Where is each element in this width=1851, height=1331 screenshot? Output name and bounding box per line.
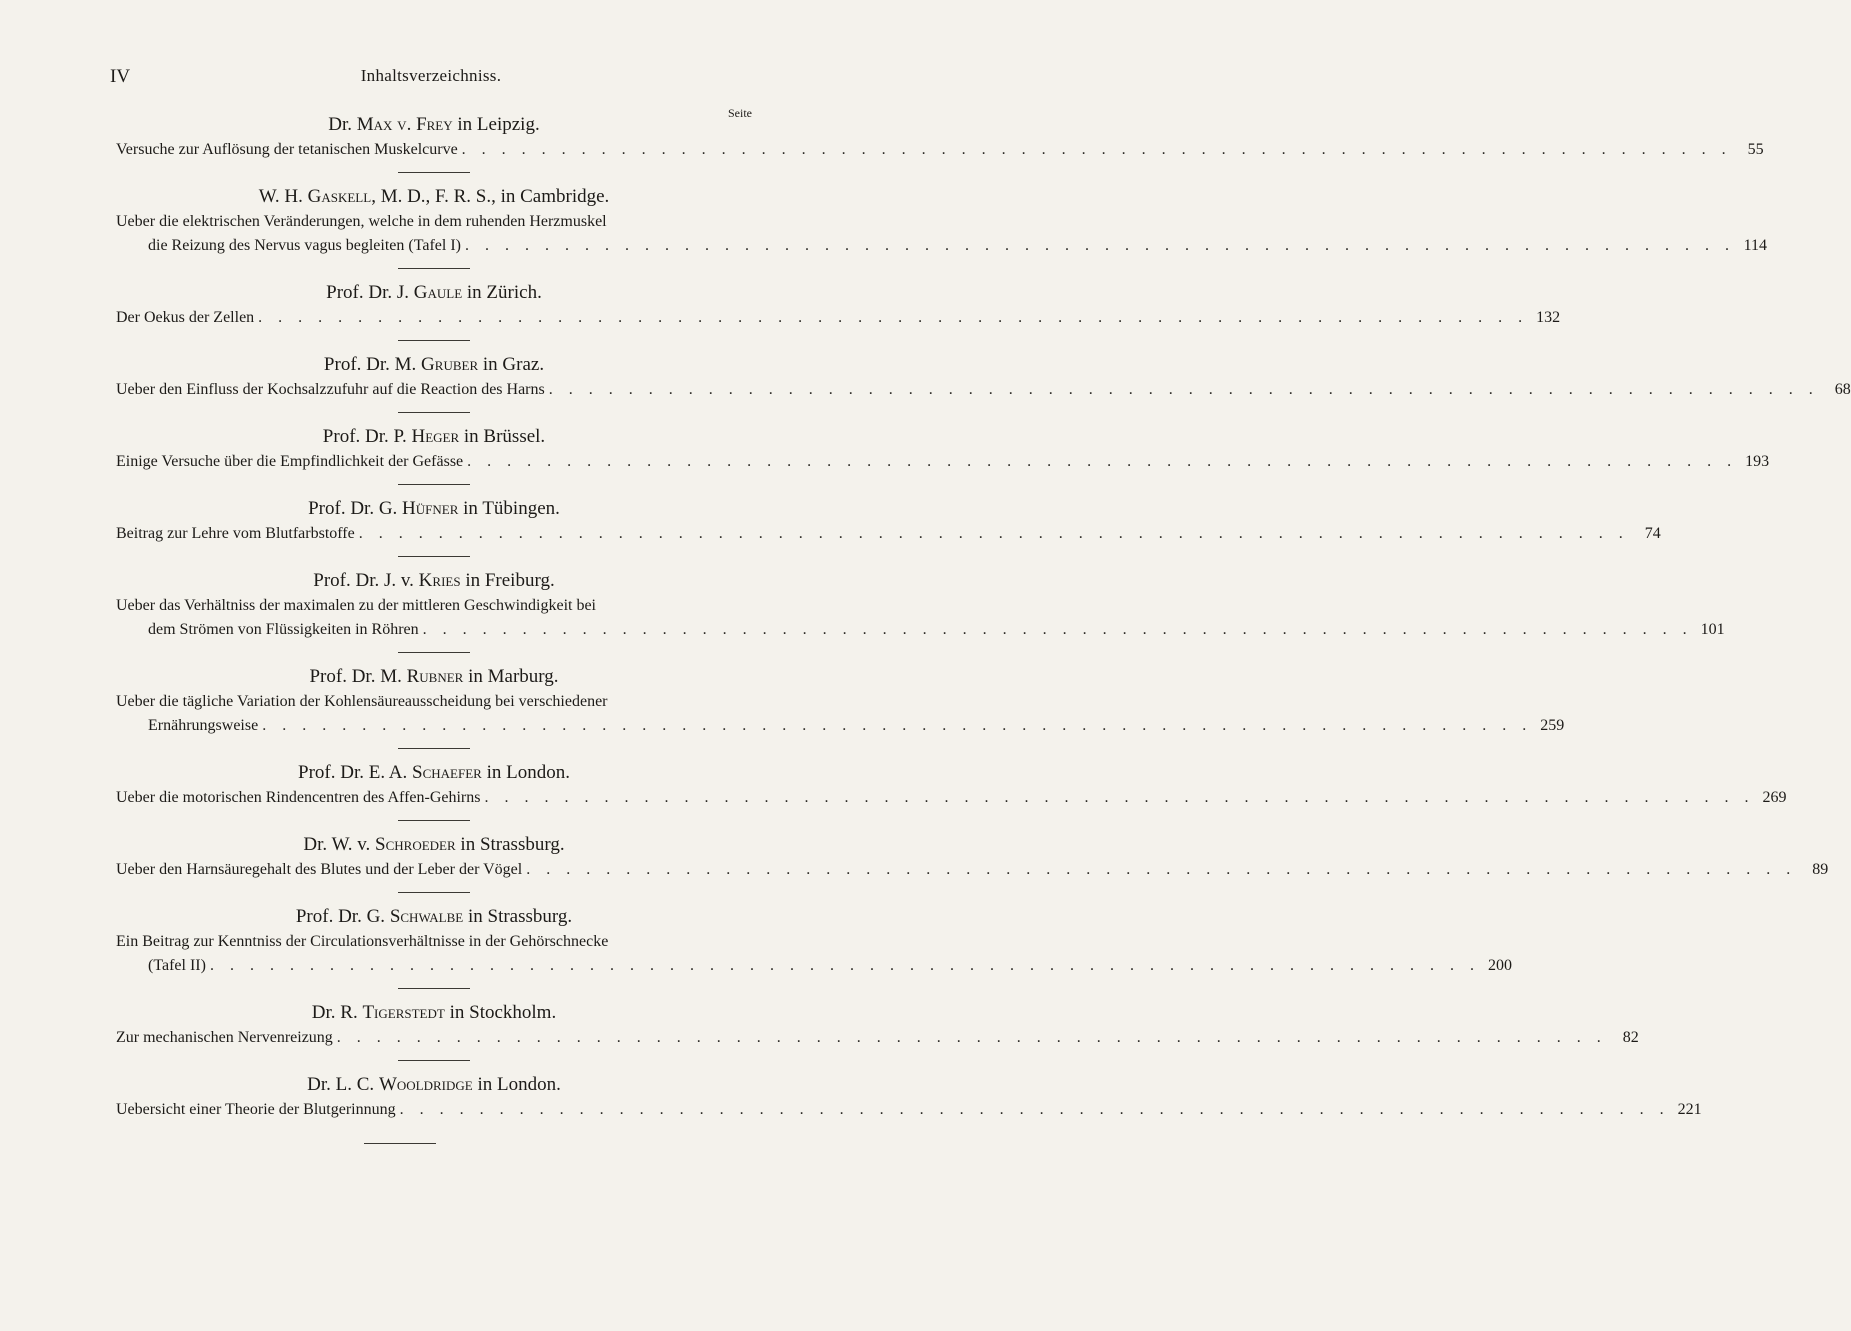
dot-leader: . . . . . . . . . . . . . . . . . . . . . . . . . . . . . . . . . . . . . . . . . . . . . . . . . . . . . . . . . . . . . . . .: [484, 789, 1755, 806]
author-surname: Schaefer: [412, 762, 482, 783]
page-header: [110, 66, 752, 96]
author-suffix: in Zürich.: [462, 282, 542, 303]
page-reference: 101: [1700, 621, 1725, 638]
author-suffix: in London.: [481, 762, 570, 783]
article-title: Ueber die tägliche Variation der Kohlensäureausscheidung bei verschiedener: [116, 693, 608, 710]
author-surname: Rubner: [406, 666, 464, 687]
toc-line: [116, 954, 1512, 978]
toc-entry: [116, 496, 1661, 546]
article-title: Ueber den Harnsäuregehalt des Blutes und der Leber der Vögel: [116, 861, 523, 878]
dot-leader: . . . . . . . . . . . . . . . . . . . . . . . . . . . . . . . . . . . . . . . . . . . . . . . . . . . . . . . . . . . . . . . .: [467, 453, 1738, 470]
toc-line: [116, 858, 1829, 882]
author-heading: [116, 352, 752, 378]
author-surname: Hüfner: [402, 498, 459, 519]
entry-divider: [398, 748, 470, 749]
author-surname: Heger: [411, 426, 460, 447]
toc-line: [116, 690, 752, 714]
toc-line: [116, 234, 1767, 258]
author-prefix: Dr.: [328, 114, 357, 135]
article-title: dem Strömen von Flüssigkeiten in Röhren: [148, 621, 419, 638]
author-heading: [116, 568, 752, 594]
author-heading: [116, 760, 752, 786]
author-surname: Gaskell: [307, 186, 372, 207]
entry-divider: [398, 172, 470, 173]
article-title: Ueber das Verhältniss der maximalen zu der mittleren Geschwindigkeit bei: [116, 597, 596, 614]
dot-leader: . . . . . . . . . . . . . . . . . . . . . . . . . . . . . . . . . . . . . . . . . . . . . . . . . . . . . . . . . . . . . . . .: [209, 957, 1480, 974]
toc-entry: [116, 1000, 1639, 1050]
article-title: Ueber die elektrischen Veränderungen, welche in dem ruhenden Herzmuskel: [116, 213, 607, 230]
author-prefix: Prof. Dr. G.: [308, 498, 403, 519]
author-heading: [116, 664, 752, 690]
article-title: (Tafel II): [148, 957, 206, 974]
entry-divider: [398, 268, 470, 269]
toc-line: [116, 1098, 1702, 1122]
toc-line: [116, 450, 1770, 474]
entry-divider: [398, 988, 470, 989]
article-title: Ernährungsweise: [148, 717, 259, 734]
dot-leader: . . . . . . . . . . . . . . . . . . . . . . . . . . . . . . . . . . . . . . . . . . . . . . . . . . . . . . . . . . . . . . . .: [461, 141, 1732, 158]
author-suffix: in Freiburg.: [460, 570, 555, 591]
author-prefix: Prof. Dr. J.: [326, 282, 414, 303]
author-prefix: Dr. W. v.: [303, 834, 376, 855]
toc-line: [116, 522, 1661, 546]
page-reference: 114: [1743, 237, 1767, 254]
author-suffix: in Tübingen.: [458, 498, 560, 519]
page-reference: 259: [1540, 717, 1565, 734]
author-heading: [116, 1072, 752, 1098]
page-reference: 200: [1487, 957, 1512, 974]
author-surname: Gruber: [421, 354, 479, 375]
author-prefix: Prof. Dr. P.: [322, 426, 412, 447]
author-surname: Schroeder: [375, 834, 456, 855]
author-heading: [116, 184, 752, 210]
toc-entry: [116, 280, 1561, 330]
article-title: Ueber die motorischen Rindencentren des Affen-Gehirns: [116, 789, 481, 806]
dot-leader: . . . . . . . . . . . . . . . . . . . . . . . . . . . . . . . . . . . . . . . . . . . . . . . . . . . . . . . . . . . . . . . .: [262, 717, 1533, 734]
dot-leader: . . . . . . . . . . . . . . . . . . . . . . . . . . . . . . . . . . . . . . . . . . . . . . . . . . . . . . . . . . . . . . . .: [422, 621, 1693, 638]
author-suffix: , M. D., F. R. S., in Cambridge.: [371, 186, 610, 207]
toc-line: [116, 786, 1787, 810]
author-surname: Kries: [418, 570, 461, 591]
author-heading: [116, 496, 752, 522]
toc-line: [116, 618, 1725, 642]
article-title: Ein Beitrag zur Kenntniss der Circulationsverhältnisse in der Gehörschnecke: [116, 933, 609, 950]
author-prefix: Dr. L. C.: [307, 1074, 379, 1095]
author-prefix: Prof. Dr. E. A.: [298, 762, 413, 783]
article-title: Versuche zur Auflösung der tetanischen Muskelcurve: [116, 141, 458, 158]
toc-line: [116, 930, 752, 954]
toc-line: [116, 138, 1764, 162]
author-heading: [116, 832, 752, 858]
author-heading: [116, 904, 752, 930]
author-prefix: W. H.: [258, 186, 308, 207]
toc-entry: [116, 424, 1770, 474]
author-surname: Wooldridge: [378, 1074, 473, 1095]
entry-divider: [398, 820, 470, 821]
dot-leader: . . . . . . . . . . . . . . . . . . . . . . . . . . . . . . . . . . . . . . . . . . . . . . . . . . . . . . . . . . . . . . . .: [258, 309, 1529, 326]
page-reference: 193: [1745, 453, 1770, 470]
page-reference: 221: [1677, 1101, 1702, 1118]
author-prefix: Prof. Dr. M.: [323, 354, 422, 375]
dot-leader: . . . . . . . . . . . . . . . . . . . . . . . . . . . . . . . . . . . . . . . . . . . . . . . . . . . . . . . . . . . . . . . .: [358, 525, 1629, 542]
author-surname: Schwalbe: [389, 906, 464, 927]
toc-entry: [116, 184, 1767, 258]
dot-leader: . . . . . . . . . . . . . . . . . . . . . . . . . . . . . . . . . . . . . . . . . . . . . . . . . . . . . . . . . . . . . . . .: [399, 1101, 1670, 1118]
author-suffix: in Stockholm.: [444, 1002, 557, 1023]
author-suffix: in Strassburg.: [463, 906, 573, 927]
article-title: Uebersicht einer Theorie der Blutgerinnung: [116, 1101, 396, 1118]
author-suffix: in London.: [472, 1074, 561, 1095]
author-surname: Tigerstedt: [362, 1002, 445, 1023]
toc-line: [116, 378, 1851, 402]
author-suffix: in Leipzig.: [452, 114, 540, 135]
entry-divider: [398, 412, 470, 413]
toc-entry: [116, 568, 1725, 642]
article-title: Der Oekus der Zellen: [116, 309, 255, 326]
article-title: Beitrag zur Lehre vom Blutfarbstoffe: [116, 525, 355, 542]
article-title: Ueber den Einfluss der Kochsalzzufuhr auf die Reaction des Harns: [116, 381, 545, 398]
entry-divider: [398, 1060, 470, 1061]
toc-line: [116, 210, 752, 234]
toc-entry: [116, 664, 1565, 738]
toc-line: [116, 1026, 1639, 1050]
toc-entry: [116, 352, 1851, 402]
page-reference: 74: [1644, 525, 1661, 542]
author-heading: [116, 1000, 752, 1026]
author-suffix: in Brüssel.: [459, 426, 546, 447]
entry-divider: [398, 340, 470, 341]
author-heading: [116, 112, 752, 138]
author-heading: [116, 424, 752, 450]
page-title: Inhaltsverzeichniss.: [360, 66, 502, 85]
dot-leader: . . . . . . . . . . . . . . . . . . . . . . . . . . . . . . . . . . . . . . . . . . . . . . . . . . . . . . . . . . . . . . . .: [336, 1029, 1607, 1046]
page-number: IV: [110, 66, 131, 87]
page-reference: 82: [1622, 1029, 1639, 1046]
dot-leader: . . . . . . . . . . . . . . . . . . . . . . . . . . . . . . . . . . . . . . . . . . . . . . . . . . . . . . . . . . . . . . . .: [465, 237, 1735, 254]
page-reference: 68: [1834, 381, 1851, 398]
entry-divider: [398, 892, 470, 893]
entry-divider: [398, 484, 470, 485]
author-heading: [116, 280, 752, 306]
seite-label: Seite: [728, 106, 752, 120]
article-title: die Reizung des Nervus vagus begleiten (Tafel I): [148, 237, 461, 254]
toc-entry: [116, 760, 1787, 810]
article-title: Einige Versuche über die Empfindlichkeit der Gefässe: [116, 453, 464, 470]
toc-entry: [116, 1072, 1702, 1122]
article-title: Zur mechanischen Nervenreizung: [116, 1029, 333, 1046]
author-prefix: Prof. Dr. G.: [295, 906, 390, 927]
page-reference: 89: [1812, 861, 1829, 878]
author-prefix: Prof. Dr. J. v.: [313, 570, 419, 591]
toc-entry: [116, 112, 1764, 162]
toc-line: [116, 594, 752, 618]
dot-leader: . . . . . . . . . . . . . . . . . . . . . . . . . . . . . . . . . . . . . . . . . . . . . . . . . . . . . . . . . . . . . . . .: [548, 381, 1819, 398]
toc-entry: [116, 832, 1829, 882]
page-reference: 132: [1536, 309, 1561, 326]
end-rule: [364, 1143, 436, 1144]
toc-line: [116, 306, 1561, 330]
toc-entry: [116, 904, 1512, 978]
page-reference: 55: [1747, 141, 1764, 158]
author-surname: Max v. Frey: [356, 114, 453, 135]
dot-leader: . . . . . . . . . . . . . . . . . . . . . . . . . . . . . . . . . . . . . . . . . . . . . . . . . . . . . . . . . . . . . . . .: [526, 861, 1797, 878]
author-suffix: in Graz.: [478, 354, 545, 375]
author-surname: Gaule: [413, 282, 463, 303]
author-prefix: Dr. R.: [311, 1002, 363, 1023]
toc-line: [116, 714, 1565, 738]
page-reference: 269: [1762, 789, 1787, 806]
entry-divider: [398, 652, 470, 653]
author-prefix: Prof. Dr. M.: [309, 666, 407, 687]
table-of-contents: [116, 112, 1851, 1122]
entry-divider: [398, 556, 470, 557]
author-suffix: in Marburg.: [463, 666, 559, 687]
author-suffix: in Strassburg.: [455, 834, 565, 855]
